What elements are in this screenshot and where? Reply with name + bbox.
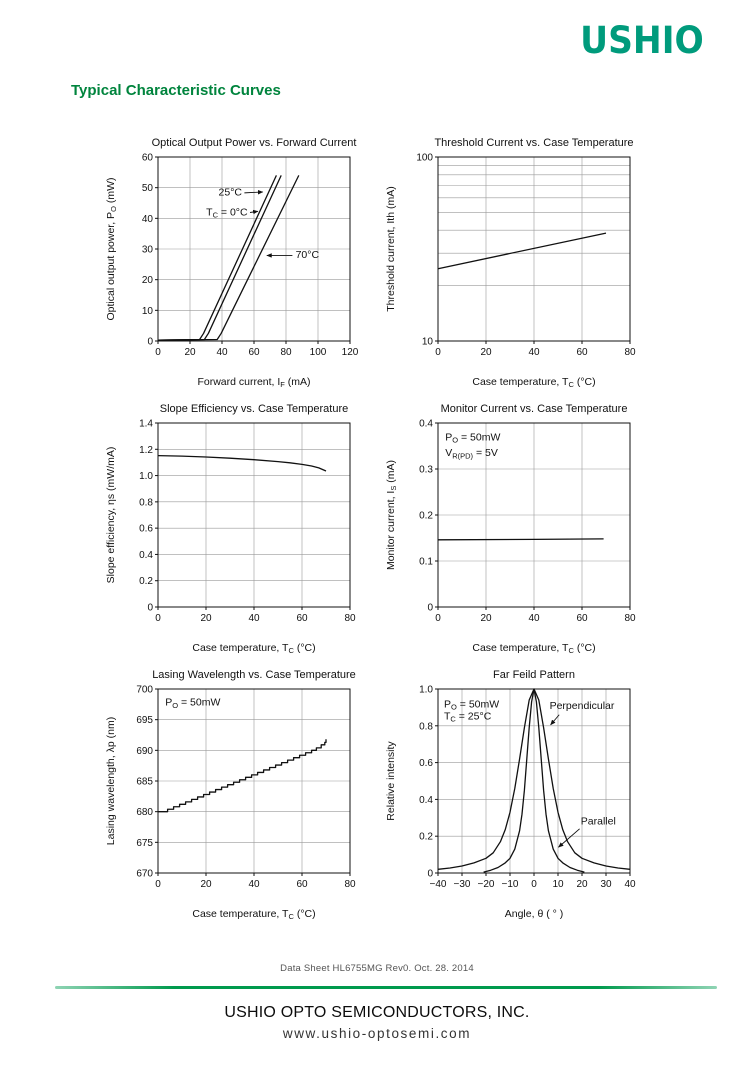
- svg-text:695: 695: [136, 715, 153, 727]
- svg-text:0.1: 0.1: [419, 556, 433, 568]
- svg-text:0: 0: [531, 879, 537, 890]
- svg-text:0: 0: [147, 602, 153, 614]
- svg-text:100: 100: [309, 347, 327, 358]
- svg-text:675: 675: [136, 837, 153, 849]
- svg-text:Angle, θ ( ° ): Angle, θ ( ° ): [504, 908, 564, 920]
- annotation-arrow: [244, 192, 262, 193]
- svg-text:690: 690: [136, 745, 153, 757]
- chart-svg-optical-output-power-vs-forward-current: [100, 133, 380, 389]
- svg-text:0.6: 0.6: [419, 758, 433, 770]
- svg-text:Forward current, IF (mA): Forward current, $I_F$ (mA): [197, 376, 311, 389]
- svg-text:40: 40: [216, 347, 228, 358]
- chart-annotation: $P_O = 50mW$: [445, 431, 501, 445]
- svg-text:60: 60: [296, 613, 308, 624]
- svg-text:100: 100: [416, 152, 433, 164]
- svg-text:20: 20: [576, 879, 588, 890]
- svg-text:0: 0: [435, 347, 441, 358]
- svg-text:80: 80: [624, 347, 636, 358]
- svg-text:Case temperature, TC (°C): Case temperature, $T_C$ (°C): [472, 642, 596, 655]
- svg-text:60: 60: [248, 347, 260, 358]
- svg-text:60: 60: [296, 879, 308, 890]
- svg-text:40: 40: [141, 213, 153, 225]
- company-name: USHIO OPTO SEMICONDUCTORS, INC.: [224, 1004, 530, 1021]
- chart-annotation: $P_O = 50mW$: [165, 696, 221, 710]
- chart-far-feild-pattern: [380, 665, 660, 921]
- chart-svg-far-feild-pattern: [380, 665, 660, 921]
- chart-monitor-current-vs-case-temperature: [380, 399, 660, 655]
- svg-text:Case temperature, TC (°C): Case temperature, $T_C$ (°C): [192, 642, 316, 655]
- svg-text:1.0: 1.0: [419, 684, 433, 696]
- svg-text:30: 30: [141, 244, 153, 256]
- chart-title: Monitor Current vs. Case Temperature: [440, 403, 628, 415]
- chart-annotation: $P_O = 50mW$: [444, 698, 500, 712]
- svg-text:20: 20: [200, 613, 212, 624]
- svg-text:700: 700: [136, 684, 153, 696]
- svg-text:40: 40: [528, 347, 540, 358]
- chart-threshold-current-vs-case-temperature: [380, 133, 660, 389]
- chart-svg-lasing-wavelength-vs-case-temperature: [100, 665, 380, 921]
- svg-text:20: 20: [141, 275, 153, 287]
- ushio-logo: USHIO: [580, 18, 704, 62]
- chart-title: Far Feild Pattern: [493, 669, 575, 681]
- svg-text:0: 0: [147, 336, 153, 348]
- chart-slope-efficiency-vs-case-temperature: [100, 399, 380, 655]
- svg-text:Relative intensity: Relative intensity: [385, 741, 397, 821]
- svg-text:0.2: 0.2: [419, 510, 433, 522]
- svg-text:60: 60: [576, 347, 588, 358]
- chart-annotation: 25°C: [218, 186, 242, 199]
- svg-text:Optical output power, PO (mW: Optical output power, $P_O$ (mW): [105, 177, 119, 321]
- svg-text:685: 685: [136, 776, 153, 788]
- footer-rule: [55, 986, 717, 989]
- svg-text:−40: −40: [429, 879, 447, 890]
- svg-text:−20: −20: [477, 879, 495, 890]
- svg-text:40: 40: [528, 613, 540, 624]
- svg-text:0.8: 0.8: [419, 721, 433, 733]
- svg-text:Monitor current, IS (mA): Monitor current, $I_S$ (mA): [385, 459, 399, 571]
- svg-text:40: 40: [624, 879, 636, 890]
- svg-text:0.2: 0.2: [419, 831, 433, 843]
- charts-grid: [100, 133, 660, 921]
- svg-text:1.0: 1.0: [139, 471, 153, 483]
- svg-text:40: 40: [248, 613, 260, 624]
- svg-text:40: 40: [248, 879, 260, 890]
- series-Ith: [438, 233, 606, 269]
- svg-text:80: 80: [624, 613, 636, 624]
- svg-text:0: 0: [155, 879, 161, 890]
- svg-text:120: 120: [341, 347, 359, 358]
- svg-text:0: 0: [435, 613, 441, 624]
- series-25C: [158, 175, 281, 340]
- chart-annotation: $T_C = 0^\circ C$: [206, 206, 248, 220]
- annotation-arrow: [250, 211, 258, 212]
- svg-text:0.4: 0.4: [139, 549, 153, 561]
- chart-svg-slope-efficiency-vs-case-temperature: [100, 399, 380, 655]
- svg-text:680: 680: [136, 807, 153, 819]
- svg-text:−10: −10: [501, 879, 519, 890]
- chart-optical-output-power-vs-forward-current: [100, 133, 380, 389]
- svg-text:0.6: 0.6: [139, 523, 153, 535]
- svg-text:80: 80: [344, 613, 356, 624]
- svg-text:0.4: 0.4: [419, 418, 433, 430]
- svg-text:1.4: 1.4: [139, 418, 153, 430]
- chart-svg-threshold-current-vs-case-temperature: [380, 133, 660, 389]
- chart-annotation: $T_C = 25^\circ C$: [444, 710, 492, 724]
- svg-text:10: 10: [552, 879, 564, 890]
- svg-text:Case temperature, TC (°C): Case temperature, $T_C$ (°C): [192, 908, 316, 921]
- svg-text:1.2: 1.2: [139, 444, 153, 456]
- svg-text:60: 60: [141, 152, 153, 164]
- svg-text:20: 20: [480, 347, 492, 358]
- svg-text:20: 20: [184, 347, 196, 358]
- svg-text:50: 50: [141, 183, 153, 195]
- chart-annotation: 70°C: [295, 249, 320, 262]
- chart-annotation: $V_{R(PD)} = 5V$: [445, 447, 498, 461]
- series-slope-efficiency: [158, 456, 326, 471]
- svg-text:20: 20: [200, 879, 212, 890]
- svg-text:Threshold current, Ith (mA): Threshold current, Ith (mA): [385, 186, 397, 312]
- svg-text:0.2: 0.2: [139, 576, 153, 588]
- chart-annotation: Parallel: [580, 815, 616, 828]
- svg-text:0.4: 0.4: [419, 794, 433, 806]
- datasheet-revision-line: Data Sheet HL6755MG Rev0. Oct. 28. 2014: [280, 963, 474, 974]
- svg-text:10: 10: [141, 305, 153, 317]
- series-70C: [158, 175, 299, 340]
- chart-lasing-wavelength-vs-case-temperature: [100, 665, 380, 921]
- svg-text:60: 60: [576, 613, 588, 624]
- svg-text:0.8: 0.8: [139, 497, 153, 509]
- svg-text:80: 80: [280, 347, 292, 358]
- svg-text:0: 0: [427, 602, 433, 614]
- svg-text:Lasing wavelength, λp (nm): Lasing wavelength, λp (nm): [105, 716, 117, 846]
- svg-text:0: 0: [155, 347, 161, 358]
- svg-text:0: 0: [427, 868, 433, 880]
- chart-title: Slope Efficiency vs. Case Temperature: [159, 403, 349, 415]
- chart-annotation: Perpendicular: [549, 700, 615, 713]
- svg-text:20: 20: [480, 613, 492, 624]
- svg-text:0: 0: [155, 613, 161, 624]
- svg-text:Case temperature, TC (°C): Case temperature, $T_C$ (°C): [472, 376, 596, 389]
- chart-title: Lasing Wavelength vs. Case Temperature: [152, 669, 356, 681]
- chart-title: Optical Output Power vs. Forward Current: [151, 137, 357, 149]
- website-url: www.ushio-optosemi.com: [282, 1026, 472, 1041]
- svg-text:−30: −30: [453, 879, 471, 890]
- svg-text:0.3: 0.3: [419, 464, 433, 476]
- svg-text:30: 30: [600, 879, 612, 890]
- chart-title: Threshold Current vs. Case Temperature: [434, 137, 634, 149]
- svg-text:Slope efficiency, ηs (mW/mA): Slope efficiency, ηs (mW/mA): [105, 446, 117, 584]
- svg-text:80: 80: [344, 879, 356, 890]
- page-title: Typical Characteristic Curves: [71, 82, 281, 99]
- svg-text:10: 10: [421, 336, 433, 348]
- series-monitor-current: [438, 539, 604, 540]
- chart-svg-monitor-current-vs-case-temperature: [380, 399, 660, 655]
- svg-text:670: 670: [136, 868, 153, 880]
